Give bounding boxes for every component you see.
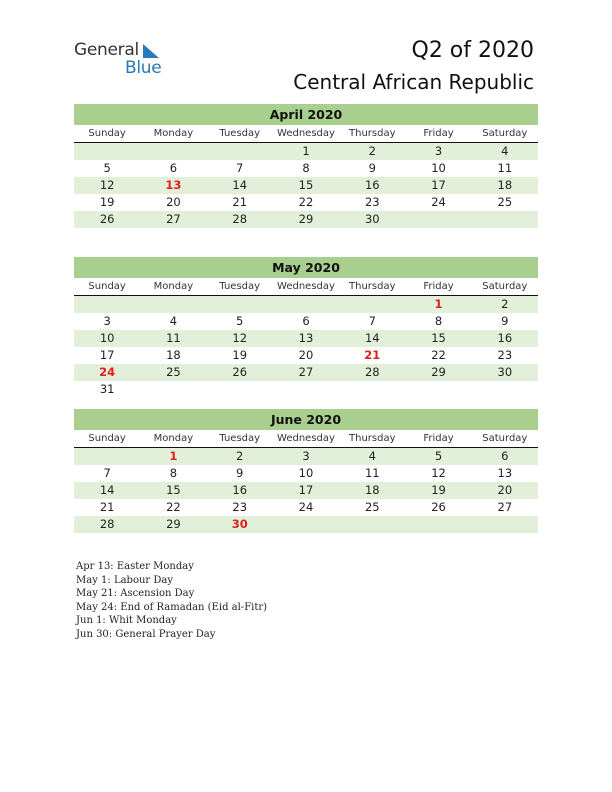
- day-cell: 16: [232, 483, 248, 497]
- weekday-label: Wednesday: [277, 128, 335, 139]
- day-cell: 22: [298, 195, 314, 209]
- weekday-label: Saturday: [482, 281, 528, 292]
- day-cell: 22: [166, 500, 181, 514]
- weekday-label: Tuesday: [219, 433, 261, 444]
- week-row: [74, 211, 538, 228]
- empty-day-cell: [273, 381, 339, 398]
- weekday-header-row: [74, 278, 538, 296]
- holiday-note: May 21: Ascension Day: [76, 588, 195, 599]
- weekday-label: Wednesday: [277, 281, 335, 292]
- day-cell: 19: [431, 483, 446, 497]
- week-row: [74, 160, 538, 177]
- day-cell: 17: [99, 348, 115, 362]
- weekday-label: Monday: [153, 128, 194, 139]
- day-cell: 24: [298, 500, 314, 514]
- day-cell: 28: [364, 365, 380, 379]
- empty-day-cell: [472, 381, 538, 398]
- day-cell: 14: [364, 331, 380, 345]
- day-cell: 25: [166, 365, 181, 379]
- day-cell: 11: [166, 331, 181, 345]
- holiday-day-cell: 21: [364, 348, 381, 362]
- day-cell: 5: [103, 161, 111, 175]
- day-cell: 12: [431, 466, 446, 480]
- weekday-label: Tuesday: [219, 281, 261, 292]
- day-cell: 30: [364, 212, 380, 226]
- holiday-note: Jun 1: Whit Monday: [76, 615, 177, 626]
- weekday-label: Monday: [153, 281, 194, 292]
- empty-day-cell: [405, 211, 471, 228]
- day-cell: 27: [166, 212, 181, 226]
- day-cell: 1: [302, 144, 310, 158]
- week-row: [74, 330, 538, 347]
- day-cell: 3: [434, 144, 443, 158]
- weekday-label: Monday: [153, 433, 194, 444]
- logo-general-text: General: [74, 40, 139, 60]
- day-cell: 15: [166, 483, 181, 497]
- weekday-label: Wednesday: [277, 433, 335, 444]
- day-cell: 13: [497, 466, 513, 480]
- day-cell: 10: [298, 466, 314, 480]
- empty-day-cell: [207, 143, 273, 160]
- month-header: May 2020: [74, 257, 538, 278]
- day-cell: 2: [501, 297, 509, 311]
- day-cell: 26: [99, 212, 115, 226]
- day-cell: 30: [497, 365, 513, 379]
- weekday-label: Saturday: [482, 128, 528, 139]
- day-cell: 7: [236, 161, 244, 175]
- month-calendar-april: [74, 104, 538, 228]
- week-row: [74, 465, 538, 482]
- day-cell: 18: [166, 348, 181, 362]
- empty-day-cell: [405, 381, 471, 398]
- day-cell: 20: [166, 195, 181, 209]
- day-cell: 21: [99, 500, 115, 514]
- week-row: [74, 194, 538, 211]
- holiday-day-cell: 1: [434, 297, 443, 311]
- weekday-label: Friday: [423, 433, 454, 444]
- empty-day-cell: [140, 143, 206, 160]
- day-cell: 31: [99, 382, 115, 396]
- day-cell: 20: [298, 348, 314, 362]
- day-cell: 29: [166, 517, 181, 531]
- day-cell: 10: [99, 331, 115, 345]
- day-cell: 4: [169, 314, 178, 328]
- page-title: Q2 of 2020: [411, 38, 534, 63]
- day-cell: 17: [298, 483, 314, 497]
- day-cell: 5: [434, 449, 443, 463]
- day-cell: 7: [103, 466, 111, 480]
- empty-day-cell: [339, 296, 405, 313]
- day-cell: 24: [431, 195, 446, 209]
- day-cell: 17: [431, 178, 446, 192]
- day-cell: 23: [232, 500, 248, 514]
- week-row: [74, 177, 538, 194]
- holiday-note: Apr 13: Easter Monday: [76, 561, 194, 572]
- holiday-day-cell: 24: [99, 365, 116, 379]
- weekday-label: Sunday: [88, 281, 126, 292]
- empty-day-cell: [74, 448, 140, 465]
- holiday-day-cell: 30: [231, 517, 248, 531]
- day-cell: 28: [99, 517, 115, 531]
- day-cell: 21: [232, 195, 248, 209]
- logo: [74, 40, 162, 78]
- empty-day-cell: [140, 381, 206, 398]
- day-cell: 6: [169, 161, 178, 175]
- week-row: [74, 482, 538, 499]
- empty-day-cell: [273, 296, 339, 313]
- week-row: [74, 364, 538, 381]
- day-cell: 19: [232, 348, 248, 362]
- weekday-label: Sunday: [88, 433, 126, 444]
- day-cell: 15: [431, 331, 446, 345]
- day-cell: 23: [497, 348, 513, 362]
- weekday-label: Tuesday: [219, 128, 261, 139]
- weekday-header-row: [74, 125, 538, 143]
- day-cell: 8: [302, 161, 310, 175]
- holiday-day-cell: 13: [165, 178, 182, 192]
- weekday-header-row: [74, 430, 538, 448]
- day-cell: 26: [232, 365, 248, 379]
- day-cell: 13: [298, 331, 314, 345]
- day-cell: 26: [431, 500, 446, 514]
- holiday-day-cell: 1: [169, 449, 178, 463]
- day-cell: 11: [497, 161, 513, 175]
- week-row: [74, 296, 538, 313]
- day-cell: 25: [364, 500, 380, 514]
- day-cell: 11: [364, 466, 380, 480]
- day-cell: 9: [501, 314, 509, 328]
- day-cell: 3: [302, 449, 310, 463]
- empty-day-cell: [74, 143, 140, 160]
- day-cell: 12: [99, 178, 115, 192]
- day-cell: 14: [232, 178, 248, 192]
- empty-day-cell: [405, 516, 471, 533]
- weekday-label: Sunday: [88, 128, 126, 139]
- day-cell: 22: [431, 348, 446, 362]
- weekday-label: Friday: [423, 281, 454, 292]
- weekday-label: Thursday: [349, 128, 396, 139]
- day-cell: 25: [497, 195, 513, 209]
- country-name: Central African Republic: [293, 70, 534, 94]
- holiday-note: Jun 30: General Prayer Day: [76, 628, 216, 640]
- day-cell: 27: [497, 500, 513, 514]
- day-cell: 3: [103, 314, 111, 328]
- logo-blue-text: Blue: [125, 58, 162, 78]
- empty-day-cell: [472, 211, 538, 228]
- month-calendar-may: [74, 257, 538, 398]
- empty-day-cell: [339, 516, 405, 533]
- week-row: [74, 313, 538, 330]
- month-header: April 2020: [74, 104, 538, 125]
- day-cell: 28: [232, 212, 248, 226]
- day-cell: 14: [99, 483, 115, 497]
- day-cell: 19: [99, 195, 115, 209]
- day-cell: 8: [434, 314, 443, 328]
- empty-day-cell: [339, 381, 405, 398]
- day-cell: 6: [302, 314, 310, 328]
- day-cell: 2: [368, 144, 376, 158]
- day-cell: 4: [368, 449, 376, 463]
- empty-day-cell: [472, 516, 538, 533]
- day-cell: 29: [431, 365, 446, 379]
- day-cell: 16: [364, 178, 380, 192]
- day-cell: 23: [364, 195, 380, 209]
- day-cell: 9: [368, 161, 376, 175]
- week-row: [74, 347, 538, 364]
- weekday-label: Thursday: [349, 281, 396, 292]
- day-cell: 12: [232, 331, 248, 345]
- day-cell: 6: [501, 449, 509, 463]
- day-cell: 9: [236, 466, 244, 480]
- holiday-notes: [76, 560, 267, 641]
- empty-day-cell: [207, 296, 273, 313]
- week-row: [74, 499, 538, 516]
- day-cell: 20: [497, 483, 513, 497]
- day-cell: 4: [501, 144, 509, 158]
- day-cell: 2: [236, 449, 244, 463]
- holiday-note: May 1: Labour Day: [76, 574, 173, 586]
- day-cell: 18: [497, 178, 513, 192]
- day-cell: 18: [364, 483, 380, 497]
- month-header: June 2020: [74, 409, 538, 430]
- day-cell: 15: [298, 178, 314, 192]
- week-row: [74, 516, 538, 533]
- day-cell: 29: [298, 212, 314, 226]
- week-row: [74, 143, 538, 160]
- empty-day-cell: [74, 296, 140, 313]
- day-cell: 27: [298, 365, 314, 379]
- weekday-label: Friday: [423, 128, 454, 139]
- day-cell: 10: [431, 161, 446, 175]
- empty-day-cell: [140, 296, 206, 313]
- holiday-note: May 24: End of Ramadan (Eid al-Fitr): [76, 601, 268, 613]
- month-calendar-june: [74, 409, 538, 533]
- empty-day-cell: [207, 381, 273, 398]
- weekday-label: Thursday: [349, 433, 396, 444]
- weekday-label: Saturday: [482, 433, 528, 444]
- day-cell: 7: [368, 314, 376, 328]
- day-cell: 5: [236, 314, 244, 328]
- week-row: [74, 448, 538, 465]
- day-cell: 16: [497, 331, 513, 345]
- empty-day-cell: [273, 516, 339, 533]
- day-cell: 8: [169, 466, 178, 480]
- week-row: [74, 381, 538, 398]
